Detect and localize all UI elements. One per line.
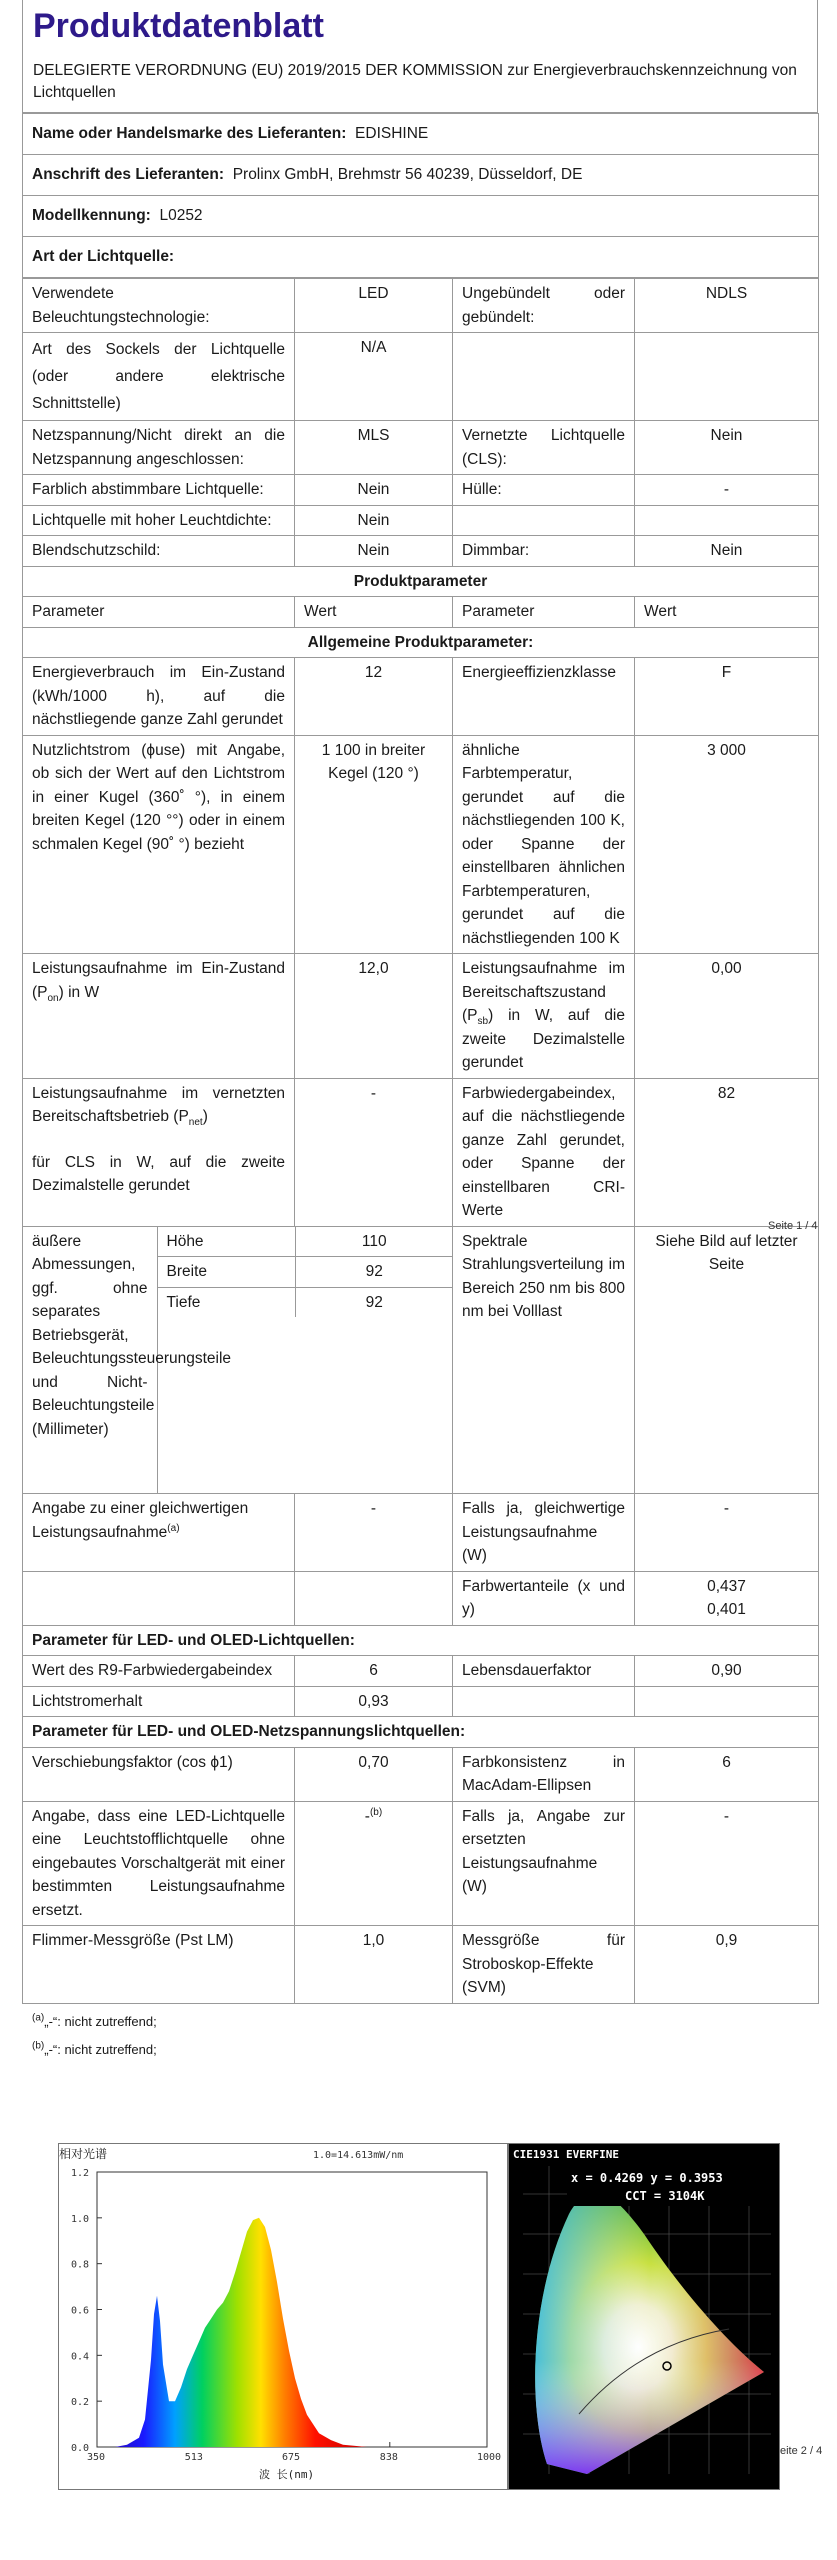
cie-chart-svg	[509, 2144, 779, 2489]
spectrum-xlabel: 波 长(nm)	[259, 2468, 315, 2481]
page-subtitle: DELEGIERTE VERORDNUNG (EU) 2019/2015 DER KOMMISSION zur Energieverbrauchskennzeichnung von Lichtquellen	[33, 62, 797, 101]
datasheet	[22, 0, 818, 2064]
led-params-heading: Parameter für LED- und OLED-Lichtquellen:	[23, 1625, 819, 1656]
x-tick-label: 675	[282, 2452, 301, 2463]
cie-header: CIE1931 EVERFINE	[513, 2148, 619, 2161]
footnote-a: $^{(a)}$„-“: nicht zutreffend;	[32, 2012, 157, 2029]
x-tick-label: 350	[87, 2452, 106, 2463]
table-row: Angabe, dass eine LED-Lichtquelle eine Leuchtstofflichtquelle ohne eingebautes Vorschaltgerät mit einer bestimmten Leistungsaufnahme ersetzt. -$^{(b)}$ Falls ja, Angabe zur ersetzten Leistungsaufnahme (W) -	[23, 1801, 819, 1926]
supplier-address-row: Anschrift des Lieferanten: Prolinx GmbH, Brehmstr 56 40239, Düsseldorf, DE	[23, 155, 819, 196]
cie-cct: CCT = 3104K	[625, 2189, 705, 2203]
y-tick-label: 0.2	[71, 2397, 90, 2409]
page-number-1: Seite 1 / 4	[768, 1220, 818, 1232]
table-row: Angabe zu einer gleichwertigen Leistungsaufnahme$^{(a)}$ - Falls ja, gleichwertige Leistungsaufnahme (W) -	[23, 1494, 819, 1572]
y-tick-label: 0.0	[71, 2443, 90, 2454]
supplier-name-row: Name oder Handelsmarke des Lieferanten: EDISHINE	[23, 114, 819, 155]
spectrum-scale-note: 1.0=14.613mW/nm	[313, 2150, 404, 2161]
model-row: Modellkennung: L0252	[23, 196, 819, 237]
table-header-row: Parameter Wert Parameter Wert	[23, 597, 819, 628]
y-tick-label: 0.8	[71, 2259, 90, 2271]
table-row: Leistungsaufnahme im Ein-Zustand $(P_{on})$ in W 12,0 Leistungsaufnahme im Bereitschaftszustand $(P_{sb})$ in W, auf die zweite Dezimalstelle gerundet 0,00	[23, 954, 819, 1079]
page-number-2: eite 2 / 4	[780, 2445, 823, 2457]
table-row: Energieverbrauch im Ein-Zustand (kWh/1000 h), auf die nächstliegende ganze Zahl gerundet 12 Energieeffizienzklasse F	[23, 658, 819, 736]
mains-params-heading: Parameter für LED- und OLED-Netzspannungslichtquellen:	[23, 1717, 819, 1748]
table-row: Wert des R9-Farbwiedergabeindex 6 Lebensdauerfaktor 0,90	[23, 1656, 819, 1687]
table-row: äußere Abmessungen, ggf. ohne separates Betriebsgerät, Beleuchtungssteuerungsteile und Nicht-Beleuchtungsteile (Millimeter) Höhe 110 Breite 92 Tiefe 92 Spektrale Strahlungsverteilung im Bereich 250 nm bis 800 nm bei Volllast Siehe Bild auf letzter Seite	[23, 1226, 819, 1494]
table-row: Lichtstromerhalt 0,93	[23, 1686, 819, 1717]
table-row: Nutzlichtstrom (ϕuse) mit Angabe, ob sich der Wert auf den Lichtstrom in einer Kugel (360˚ °), in einem breiten Kegel (120 °°) oder in einem schmalen Kegel (90˚ °) bezieht 1 100 in breiter Kegel (120 °) ähnliche Farbtemperatur, gerundet auf die nächstliegenden 100 K, oder Spanne der einstellbaren ähnlichen Farbtemperaturen, gerundet auf die nächstliegenden 100 K 3 000	[23, 735, 819, 954]
y-tick-label: 0.6	[71, 2305, 90, 2317]
table-row: Leistungsaufnahme im vernetzten Bereitschaftsbetrieb $(P_{net})$ für CLS in W, auf die zweite Dezimalstelle gerundet - Farbwiedergabeindex, auf die nächstliegende ganze Zahl gerundet, oder Spanne der einstellbaren CRI-Werte 82	[23, 1078, 819, 1226]
table-row: Farblich abstimmbare Lichtquelle: Nein Hülle: -	[23, 475, 819, 506]
light-source-table	[22, 278, 819, 2004]
supplier-name-value: EDISHINE	[355, 125, 429, 143]
table-row: Flimmer-Messgröße (Pst LM) 1,0 Messgröße für Stroboskop-Effekte (SVM) 0,9	[23, 1926, 819, 2004]
spectrum-chart	[58, 2143, 508, 2490]
table-row: Verschiebungsfaktor (cos ϕ1) 0,70 Farbkonsistenz in MacAdam-Ellipsen 6	[23, 1747, 819, 1801]
y-tick-label: 0.4	[71, 2351, 90, 2363]
y-tick-label: 1.0	[71, 2213, 90, 2225]
general-params-heading: Allgemeine Produktparameter:	[23, 627, 819, 658]
y-tick-label: 1.2	[71, 2168, 90, 2179]
cie-chart	[508, 2143, 780, 2490]
product-params-heading: Produktparameter	[23, 566, 819, 597]
table-row: Netzspannung/Nicht direkt an die Netzspannung angeschlossen: MLS Vernetzte Lichtquelle (CLS): Nein	[23, 421, 819, 475]
spectrum-ylabel: 相对光谱	[59, 2147, 108, 2161]
cie-coords: x = 0.4269 y = 0.3953	[571, 2171, 723, 2185]
table-row: Farbwertanteile (x und y) 0,437 0,401	[23, 1571, 819, 1625]
footnote-b: $^{(b)}$„-“: nicht zutreffend;	[32, 2040, 157, 2057]
light-source-heading: Art der Lichtquelle:	[23, 237, 819, 278]
x-tick-label: 513	[184, 2452, 203, 2463]
supplier-address-value: Prolinx GmbH, Brehmstr 56 40239, Düsseldorf, DE	[232, 166, 583, 184]
table-row: Verwendete Beleuchtungstechnologie: LED Ungebündelt oder gebündelt: NDLS	[23, 279, 819, 333]
dimensions-table: äußere Abmessungen, ggf. ohne separates Betriebsgerät, Beleuchtungssteuerungsteile und Nicht-Beleuchtungsteile (Millimeter) Höhe 110 Breite 92 Tiefe 92	[23, 1227, 453, 1494]
table-row: Lichtquelle mit hoher Leuchtdichte: Nein	[23, 505, 819, 536]
spectrum-chart-svg	[59, 2144, 507, 2489]
spectrum-area	[97, 2218, 487, 2447]
page-title: Produktdatenblatt	[33, 7, 324, 45]
x-tick-label: 1000	[477, 2452, 502, 2463]
footnotes	[22, 2008, 818, 2064]
cie-gamut-violet	[535, 2192, 764, 2474]
title-box	[22, 0, 818, 113]
model-value: L0252	[159, 207, 203, 225]
supplier-table	[22, 113, 819, 278]
table-row: Art des Sockels der Lichtquelle (oder andere elektrische Schnittstelle) N/A	[23, 333, 819, 421]
x-tick-label: 838	[379, 2452, 398, 2463]
table-row: Blendschutzschild: Nein Dimmbar: Nein	[23, 536, 819, 567]
